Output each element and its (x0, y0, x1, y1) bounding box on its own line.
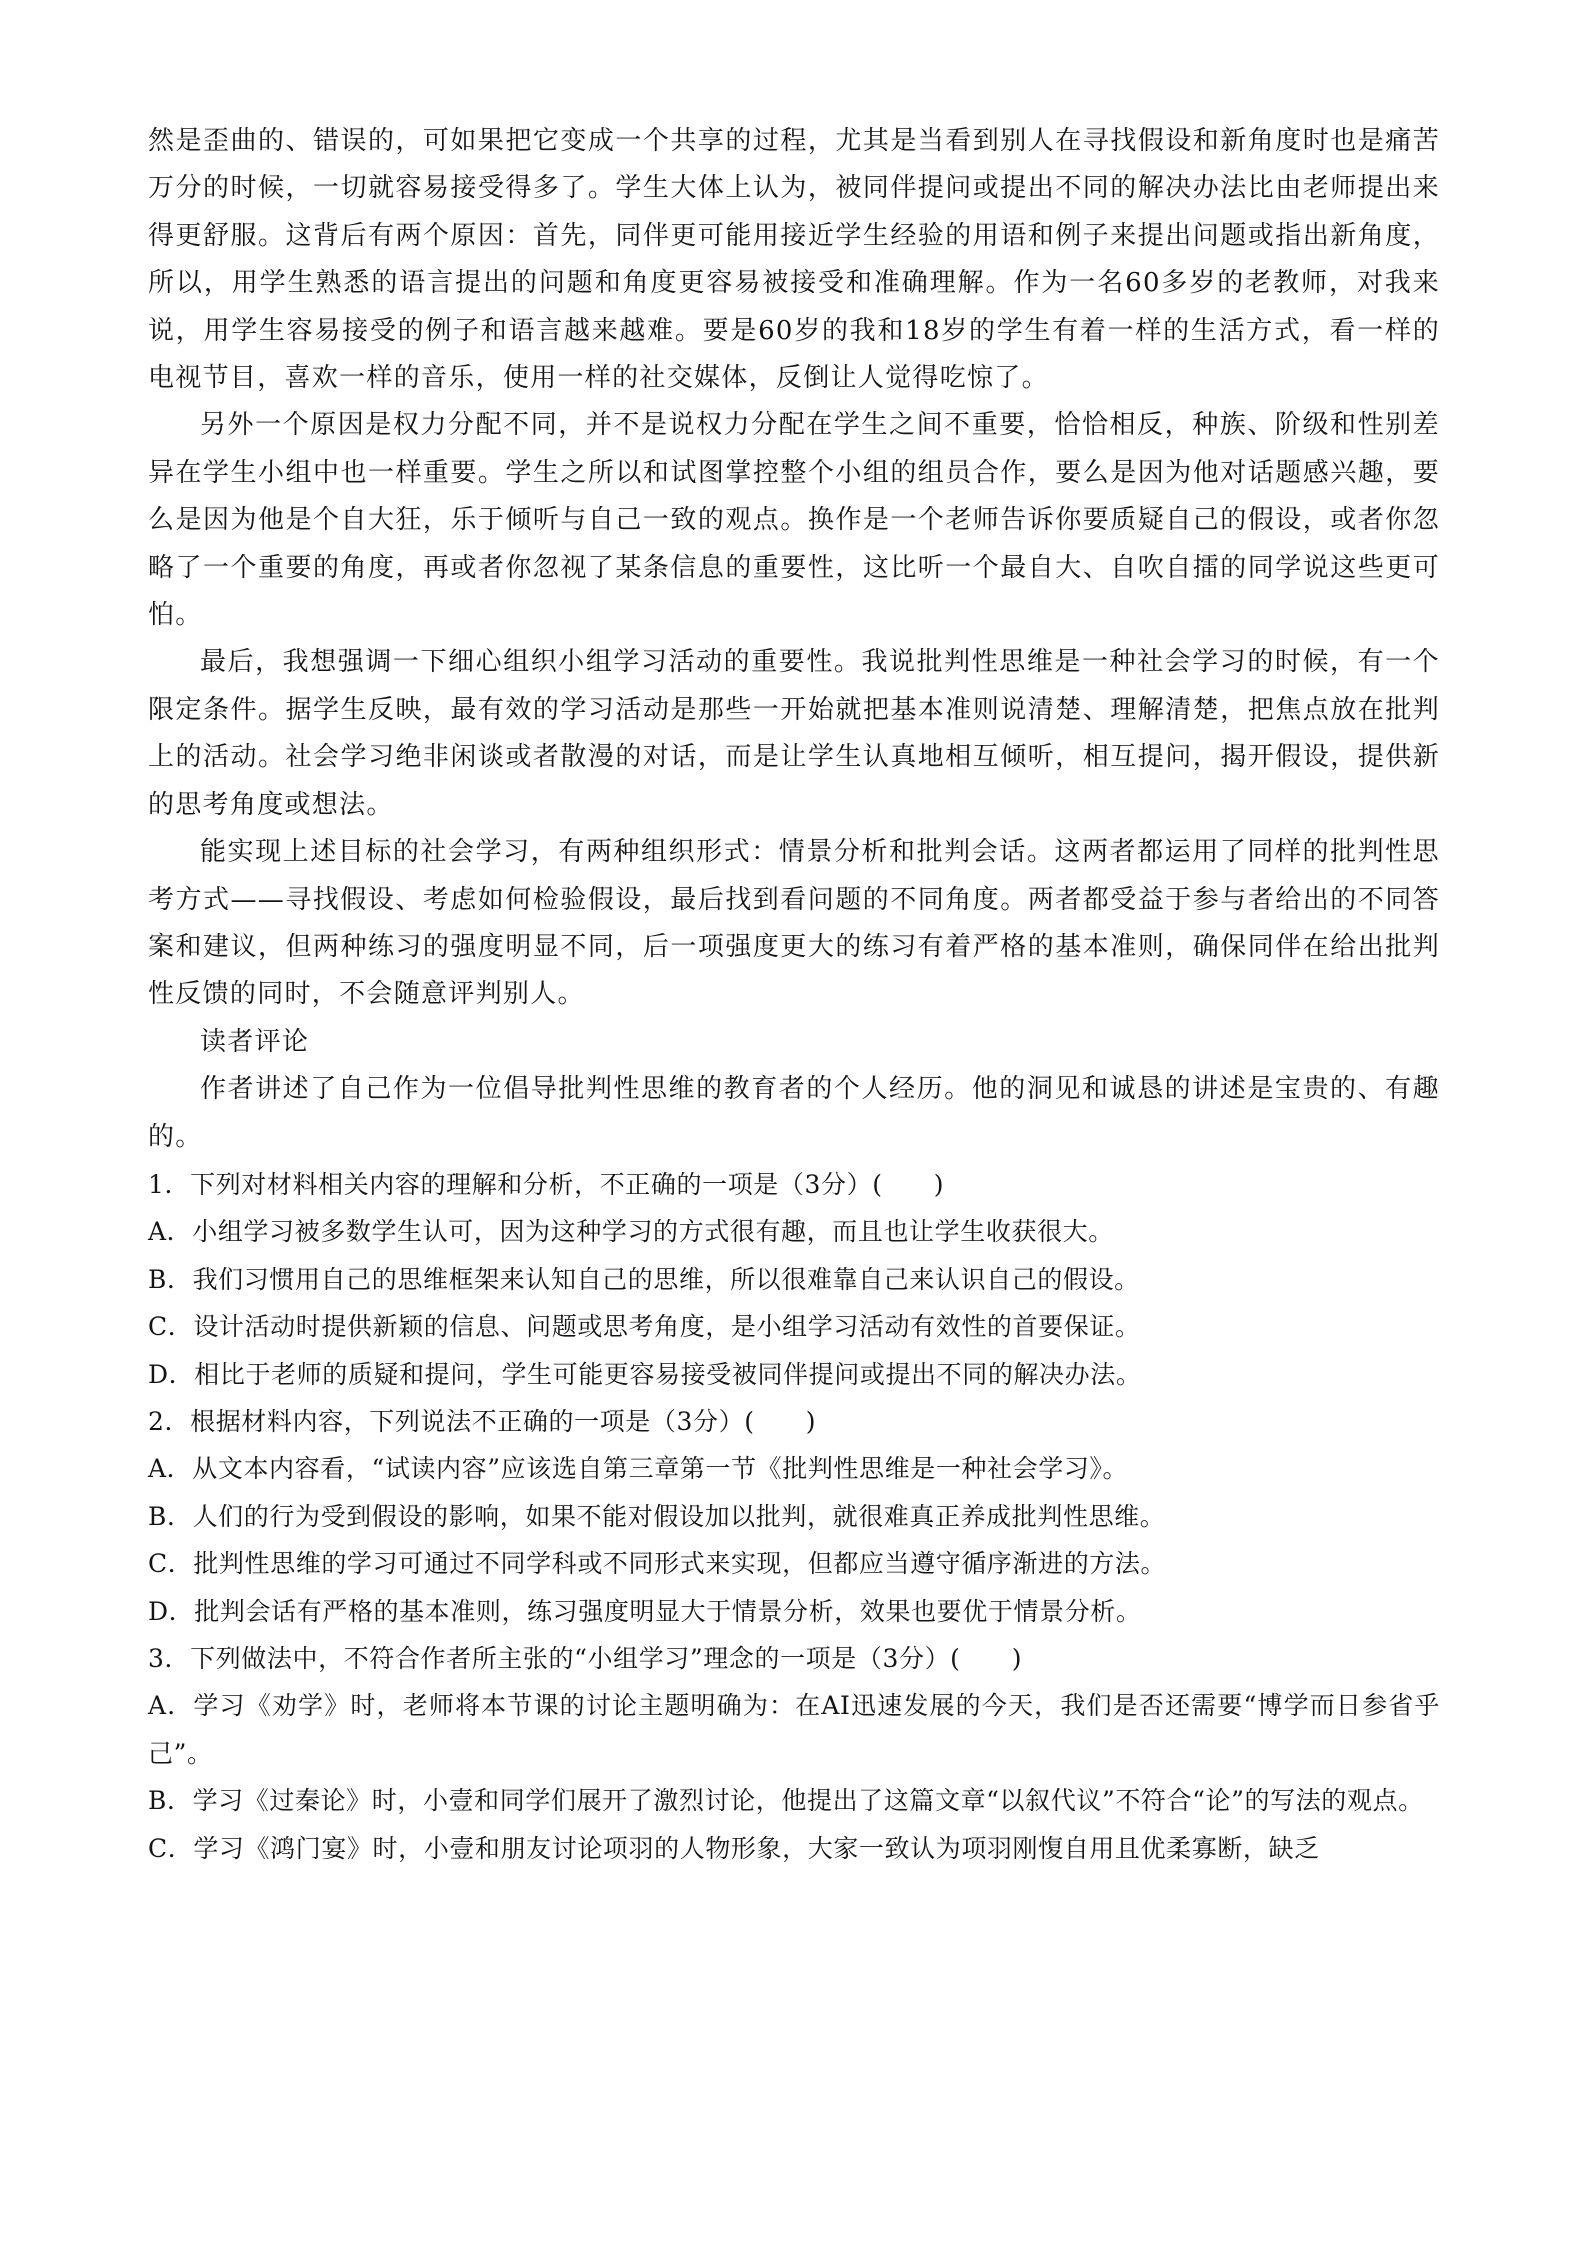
question-option: D．相比于老师的质疑和提问，学生可能更容易接受被同伴提问或提出不同的解决办法。 (148, 1359, 1142, 1389)
question-2 (148, 1398, 1440, 1635)
question-option: A．学习《劝学》时，老师将本节课的讨论主题明确为：在AI迅速发展的今天，我们是否还需要“博学而日参省乎己”。 (148, 1691, 1440, 1768)
question-option: C．学习《鸿门宴》时，小壹和朋友讨论项羽的人物形象，大家一致认为项羽刚愎自用且优柔寡断，缺乏 (148, 1833, 1320, 1863)
question-option: A．从文本内容看，“试读内容”应该选自第三章第一节《批判性思维是一种社会学习》。 (148, 1454, 1129, 1484)
document-page (148, 118, 1440, 1872)
question-1 (148, 1161, 1440, 1398)
question-option: D．批判会话有严格的基本准则，练习强度明显大于情景分析，效果也要优于情景分析。 (148, 1596, 1142, 1626)
passage-paragraph-2: 另外一个原因是权力分配不同，并不是说权力分配在学生之间不重要，恰恰相反，种族、阶级和性别差异在学生小组中也一样重要。学生之所以和试图掌控整个小组的组员合作，要么是因为他对话题感兴趣，要么是因为他是个自大狂，乐于倾听与自己一致的观点。换作是一个老师告诉你要质疑自己的假设，或者你忽略了一个重要的角度，再或者你忽视了某条信息的重要性，这比听一个最自大、自吹自擂的同学说这些更可怕。 (148, 410, 1440, 631)
passage-paragraph-1: 然是歪曲的、错误的，可如果把它变成一个共享的过程，尤其是当看到别人在寻找假设和新角度时也是痛苦万分的时候，一切就容易接受得多了。学生大体上认为，被同伴提问或提出不同的解决办法比由老师提出来得更舒服。这背后有两个原因：首先，同伴更可能用接近学生经验的用语和例子来提出问题或指出新角度，所以，用学生熟悉的语言提出的问题和角度更容易被接受和准确理解。作为一名60多岁的老教师，对我来说，用学生容易接受的例子和语言越来越难。要是60岁的我和18岁的学生有着一样的生活方式，看一样的电视节目，喜欢一样的音乐，使用一样的社交媒体，反倒让人觉得吃惊了。 (148, 126, 1440, 394)
question-3 (148, 1635, 1440, 1872)
question-option: B．人们的行为受到假设的影响，如果不能对假设加以批判，就很难真正养成批判性思维。 (148, 1501, 1166, 1531)
question-stem: 2．根据材料内容，下列说法不正确的一项是（3分）( ) (148, 1406, 817, 1436)
passage-paragraph-3: 最后，我想强调一下细心组织小组学习活动的重要性。我说批判性思维是一种社会学习的时候，有一个限定条件。据学生反映，最有效的学习活动是那些一开始就把基本准则说清楚、理解清楚，把焦点放在批判上的活动。社会学习绝非闲谈或者散漫的对话，而是让学生认真地相互倾听，相互提问，揭开假设，提供新的思考角度或想法。 (148, 647, 1440, 820)
question-stem: 1．下列对材料相关内容的理解和分析，不正确的一项是（3分）( ) (148, 1169, 945, 1199)
question-stem: 3．下列做法中，不符合作者所主张的“小组学习”理念的一项是（3分）( ) (148, 1644, 1023, 1673)
question-option: C．设计活动时提供新颖的信息、问题或思考角度，是小组学习活动有效性的首要保证。 (148, 1312, 1141, 1342)
review-heading: 读者评论 (200, 1026, 310, 1057)
question-option: C．批判性思维的学习可通过不同学科或不同形式来实现，但都应当遵守循序渐进的方法。 (148, 1549, 1167, 1579)
question-option: B．学习《过秦论》时，小壹和同学们展开了激烈讨论，他提出了这篇文章“以叙代议”不符合“论”的写法的观点。 (148, 1786, 1424, 1816)
question-option: B．我们习惯用自己的思维框架来认知自己的思维，所以很难靠自己来认识自己的假设。 (148, 1264, 1140, 1294)
review-text: 作者讲述了自己作为一位倡导批判性思维的教育者的个人经历。他的洞见和诚恳的讲述是宝贵的、有趣的。 (148, 1074, 1440, 1152)
passage-paragraph-4: 能实现上述目标的社会学习，有两种组织形式：情景分析和批判会话。这两者都运用了同样的批判性思考方式——寻找假设、考虑如何检验假设，最后找到看问题的不同角度。两者都受益于参与者给出的不同答案和建议，但两种练习的强度明显不同，后一项强度更大的练习有着严格的基本准则，确保同伴在给出批判性反馈的同时，不会随意评判别人。 (148, 837, 1440, 1010)
question-option: A．小组学习被多数学生认可，因为这种学习的方式很有趣，而且也让学生收获很大。 (148, 1217, 1114, 1247)
